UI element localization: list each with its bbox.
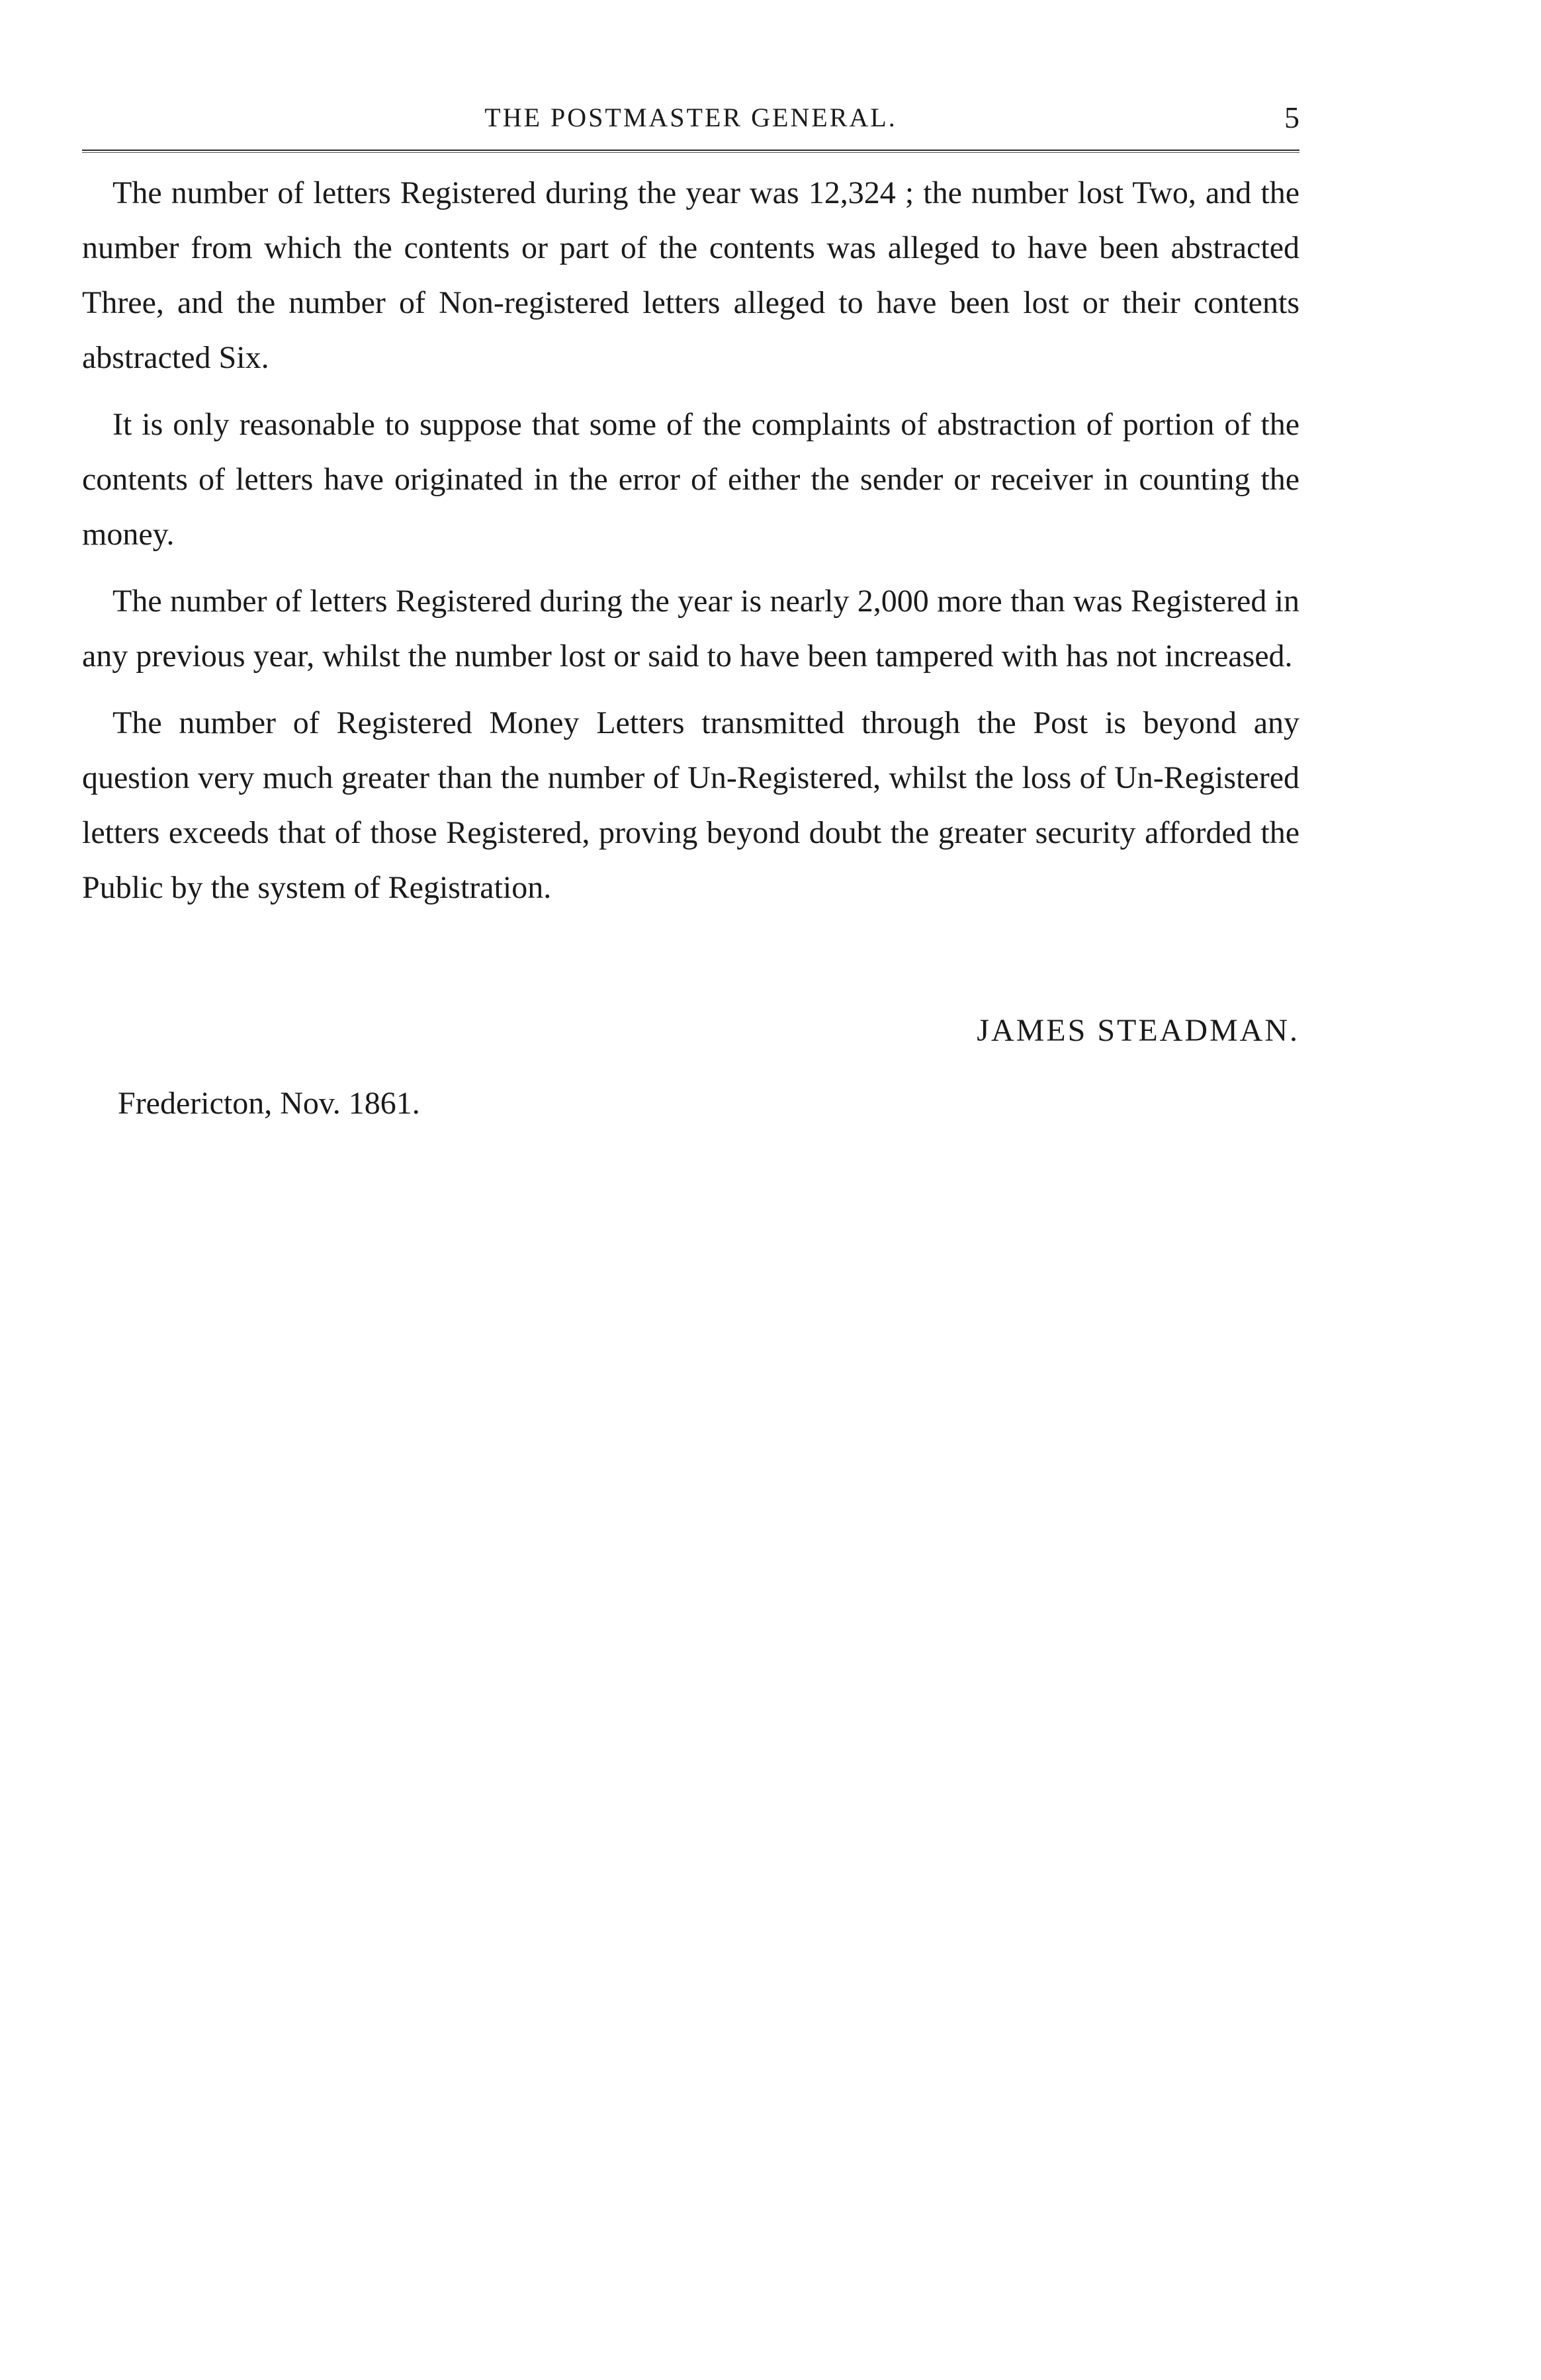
signature: JAMES STEADMAN.	[977, 1013, 1299, 1048]
place-date: Fredericton, Nov. 1861.	[118, 1086, 420, 1121]
header-rule	[82, 150, 1299, 153]
paragraph-registration-security: The number of Registered Money Letters transmitted through the Post is beyond any question very much greater than the number of Un-Registered, whilst the loss of Un-Registered letters exceeds that of those Registered, proving beyond doubt the greater security afforded the Public by the system of Registration.	[82, 705, 1299, 905]
paragraph-registered-letters: The number of letters Registered during the year was 12,324 ; the number lost Two, and the number from which the contents or part of the contents was alleged to have been abstracted Three, and the number of Non-registered letters alleged to have been lost or their contents abstracted Six.	[82, 175, 1299, 375]
page-number: 5	[1284, 101, 1299, 134]
running-head	[82, 98, 1299, 138]
running-head-title: THE POSTMASTER GENERAL.	[484, 103, 897, 132]
body-text	[82, 165, 1299, 927]
paragraph-abstraction-complaints: It is only reasonable to suppose that some of the complaints of abstraction of portion of the contents of letters have originated in the error of either the sender or receiver in counting the money.	[82, 407, 1299, 552]
paragraph-registered-increase: The number of letters Registered during the year is nearly 2,000 more than was Registered in any previous year, whilst the number lost or said to have been tampered with has not increased.	[82, 584, 1299, 674]
